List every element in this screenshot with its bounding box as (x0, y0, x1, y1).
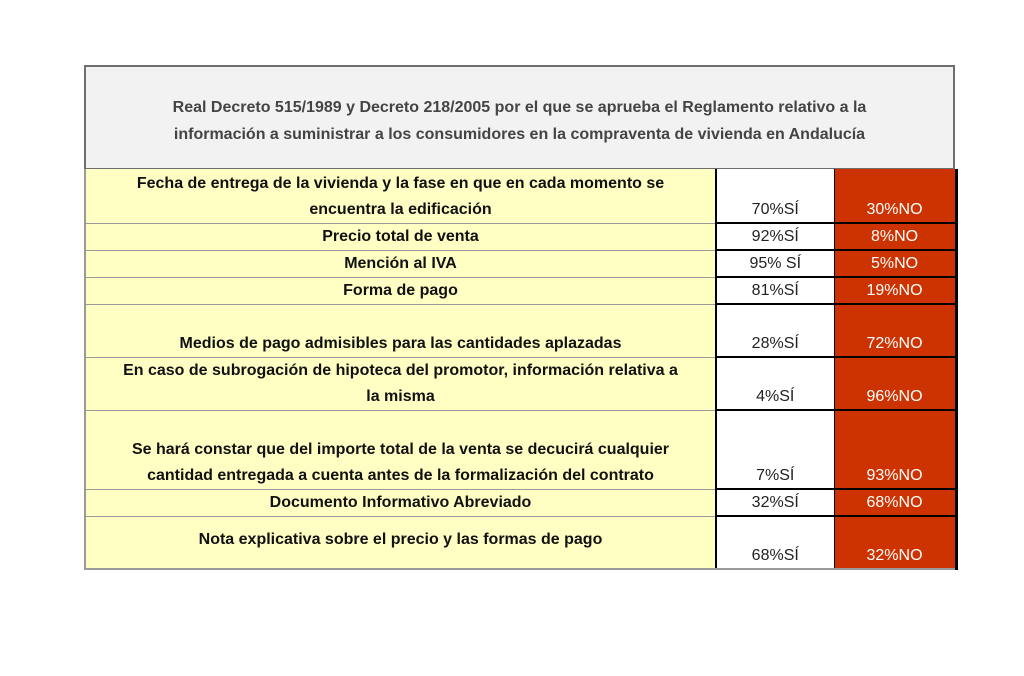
no-percentage: 32%NO (834, 516, 956, 569)
row-label: Nota explicativa sobre el precio y las formas de pago (85, 516, 716, 569)
survey-table (84, 65, 955, 570)
yes-percentage: 68%SÍ (716, 516, 834, 569)
table-row (85, 357, 956, 410)
yes-percentage: 92%SÍ (716, 223, 834, 250)
no-percentage: 8%NO (834, 223, 956, 250)
row-label-line1: En caso de subrogación de hipoteca del promotor, información relativa a (123, 361, 678, 379)
no-percentage: 19%NO (834, 277, 956, 304)
row-label-line1: Fecha de entrega de la vivienda y la fase en que en cada momento se (136, 174, 665, 192)
no-percentage: 93%NO (834, 410, 956, 489)
yes-percentage: 70%SÍ (716, 169, 834, 223)
row-label: Documento Informativo Abreviado (85, 489, 716, 516)
yes-percentage: 32%SÍ (716, 489, 834, 516)
table-header (84, 65, 955, 169)
table-row (85, 304, 956, 357)
row-label (85, 357, 716, 410)
yes-percentage: 4%SÍ (716, 357, 834, 410)
row-label: Mención al IVA (85, 250, 716, 277)
table-row (85, 223, 956, 250)
no-percentage: 30%NO (834, 169, 956, 223)
row-label (85, 410, 716, 489)
results-table (84, 169, 958, 570)
yes-percentage: 95% SÍ (716, 250, 834, 277)
table-row (85, 169, 956, 223)
row-label-line2: cantidad entregada a cuenta antes de la formalización del contrato (147, 466, 654, 484)
no-percentage: 68%NO (834, 489, 956, 516)
table-row (85, 410, 956, 489)
yes-percentage: 7%SÍ (716, 410, 834, 489)
no-percentage: 96%NO (834, 357, 956, 410)
yes-percentage: 81%SÍ (716, 277, 834, 304)
row-label: Forma de pago (85, 277, 716, 304)
row-label-line1: Se hará constar que del importe total de la venta se decucirá cualquier (131, 440, 670, 458)
row-label: Medios de pago admisibles para las cantidades aplazadas (85, 304, 716, 357)
table-row (85, 277, 956, 304)
yes-percentage: 28%SÍ (716, 304, 834, 357)
no-percentage: 72%NO (834, 304, 956, 357)
header-title (173, 94, 867, 148)
header-title-line1: Real Decreto 515/1989 y Decreto 218/2005 por el que se aprueba el Reglamento relativo a la (172, 98, 867, 116)
row-label-line2: la misma (366, 387, 435, 405)
table-row (85, 489, 956, 516)
row-label-line2: encuentra la edificación (309, 200, 492, 218)
table-row (85, 516, 956, 569)
no-percentage: 5%NO (834, 250, 956, 277)
table-row (85, 250, 956, 277)
header-title-line2: información a suministrar a los consumidores en la compraventa de vivienda en Andalucía (173, 125, 866, 143)
row-label: Precio total de venta (85, 223, 716, 250)
row-label (85, 169, 716, 223)
